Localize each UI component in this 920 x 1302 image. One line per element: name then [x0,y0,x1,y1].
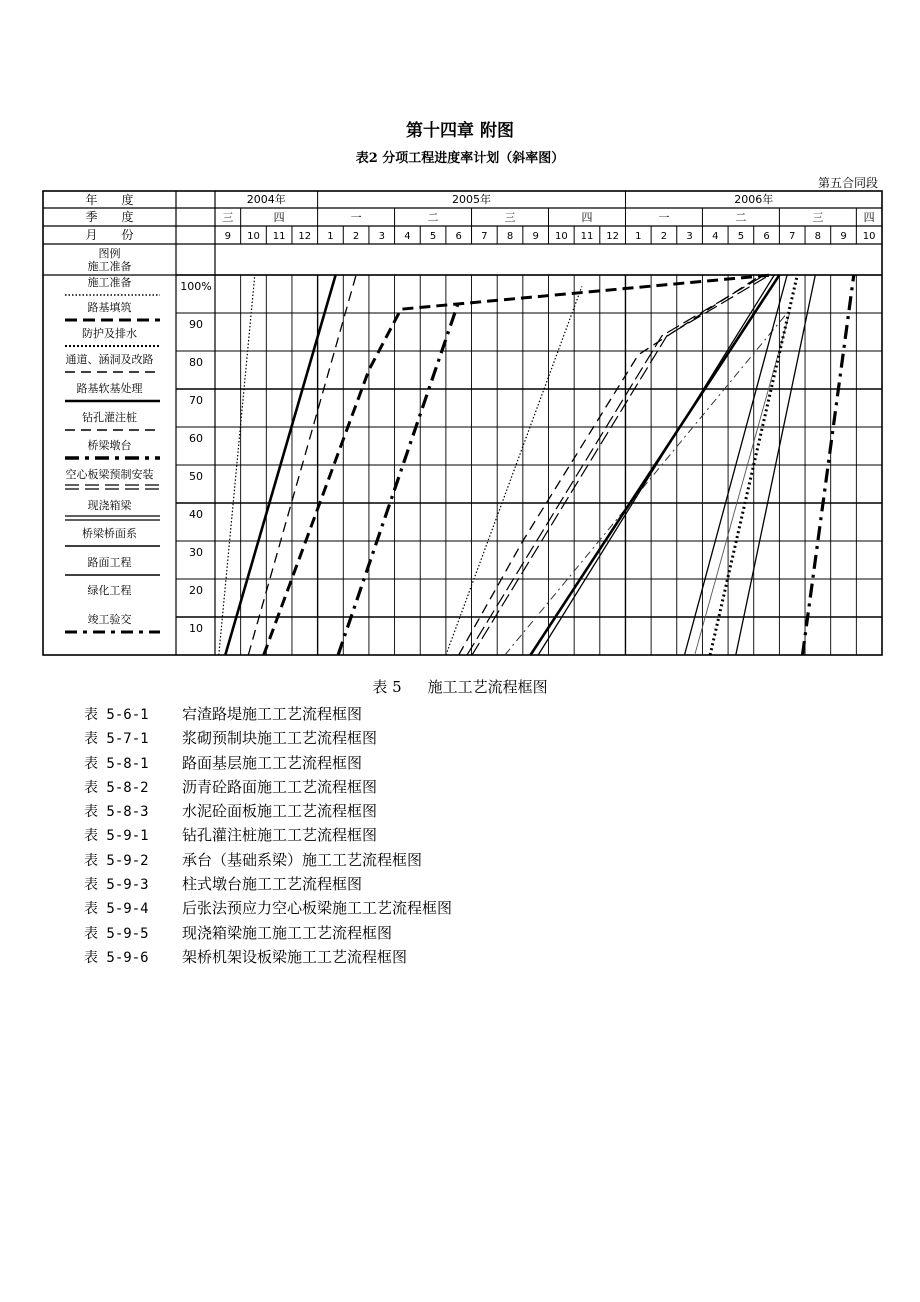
table-title: 路面基层施工工艺流程框图 [182,753,363,772]
legend-item-label: 竣工验交 [87,613,132,626]
table-code: 表 5-9-6 [84,949,149,966]
list-item [84,726,452,750]
figure-caption [0,676,920,697]
y-tick-label: 30 [189,546,203,559]
y-tick-label: 50 [189,470,203,483]
table-title: 现浇箱梁施工施工工艺流程框图 [182,923,393,942]
month-label: 11 [580,231,594,242]
legend-item-label: 绿化工程 [87,584,132,597]
legend-title: 图例 [98,247,121,260]
y-tick-label: 80 [189,356,203,369]
legend-item-label: 路面工程 [87,556,132,569]
table-title: 宕渣路堤施工工艺流程框图 [182,705,363,723]
table-title: 承台（基础系梁）施工工艺流程框图 [182,850,423,869]
table-code: 表 5-6-1 [84,707,149,723]
caption-number: 表 5 [372,678,402,696]
table-title: 后张法预应力空心板梁施工工艺流程框图 [182,899,453,918]
month-label: 6 [455,231,462,242]
legend-item-label: 现浇箱梁 [87,499,132,512]
quarter-label: 四 [863,211,875,224]
legend-item-label: 空心板梁预制安装 [65,468,154,481]
list-item [84,751,452,775]
month-label: 5 [429,231,437,242]
quarter-label: 三 [504,211,516,224]
y-tick-label: 40 [189,508,203,521]
legend-item-label: 路基填筑 [87,301,132,314]
list-item [84,945,452,969]
month-label: 6 [763,231,770,242]
table-code: 表 5-9-4 [84,901,149,918]
quarter-label: 三 [812,211,824,224]
table-title: 水泥砼面板施工工艺流程框图 [182,802,378,821]
list-item [84,799,452,823]
table-code: 表 5-8-1 [84,755,149,772]
y-tick-label: 100% [180,280,212,293]
table-title: 架桥机架设板梁施工工艺流程框图 [182,947,408,966]
list-item [84,872,452,896]
header-month-label: 月 份 [85,228,134,242]
legend-item-label: 施工准备 [87,276,132,289]
year-label: 2006年 [734,193,774,206]
quarter-label: 二 [427,211,439,224]
table-code: 表 5-8-2 [84,779,149,796]
legend-item-label: 防护及排水 [82,327,137,340]
list-item [84,775,452,799]
month-label: 10 [862,231,876,242]
list-item [84,848,452,872]
legend-item-label: 施工准备 [87,260,132,273]
month-label: 4 [712,231,719,242]
list-item [84,896,452,920]
table-title: 柱式墩台施工工艺流程框图 [182,875,363,894]
month-label: 8 [814,231,822,242]
month-label: 9 [532,231,539,242]
series-line [505,313,787,655]
legend-item-label: 通道、涵洞及改路 [65,353,154,366]
series-line [695,313,790,655]
month-label: 1 [327,231,334,242]
quarter-label: 四 [273,211,285,224]
month-label: 10 [247,231,260,242]
legend-item-label: 路基软基处理 [76,382,143,395]
list-item [84,921,452,945]
month-label: 12 [606,231,620,242]
chart-title: 表2 分项工程进度率计划（斜率图） [355,151,565,166]
legend-item-label: 钻孔灌注桩 [82,411,137,424]
y-tick-label: 20 [189,584,203,597]
legend-item-label: 桥梁墩台 [87,439,132,452]
chapter-title: 第十四章 附图 [406,121,514,141]
series-line [446,286,582,655]
y-tick-label: 90 [189,318,203,331]
chart-frame [43,191,882,655]
header-year-label: 年 度 [85,193,134,207]
month-label: 3 [686,231,693,242]
month-label: 10 [554,231,568,242]
quarter-label: 二 [735,211,747,224]
month-label: 9 [840,231,847,242]
header-quarter-label: 季 度 [85,210,134,224]
table-title: 浆砌预制块施工工艺流程框图 [182,729,378,748]
y-tick-label: 70 [189,394,203,407]
year-label: 2005年 [452,193,492,206]
table-title: 沥青砼路面施工工艺流程框图 [182,777,378,796]
month-label: 7 [481,231,488,242]
month-label: 2 [660,231,668,242]
table-code: 表 5-9-2 [84,852,149,869]
month-label: 7 [789,231,796,242]
table-title: 钻孔灌注桩施工工艺流程框图 [182,826,378,845]
month-label: 8 [506,231,514,242]
legend-item-label: 桥梁桥面系 [82,527,137,540]
month-label: 11 [272,231,286,242]
caption-title: 施工工艺流程框图 [427,678,548,696]
table-list [84,702,452,969]
month-label: 1 [635,231,642,242]
month-label: 12 [298,231,312,242]
month-label: 3 [378,231,385,242]
y-tick-label: 60 [189,432,203,445]
list-item [84,702,452,726]
month-label: 5 [737,231,745,242]
quarter-label: 一 [350,211,362,224]
series-line [338,302,459,655]
quarter-label: 四 [581,211,593,224]
table-code: 表 5-9-1 [84,828,149,845]
table-code: 表 5-7-1 [84,731,149,748]
year-label: 2004年 [246,193,286,206]
quarter-label: 三 [222,211,234,224]
y-tick-label: 10 [189,622,203,635]
month-label: 9 [224,231,232,242]
table-code: 表 5-9-3 [84,877,149,894]
quarter-label: 一 [658,211,670,224]
table-code: 表 5-9-5 [84,925,149,942]
month-label: 4 [404,231,411,242]
list-item [84,823,452,847]
month-label: 2 [352,231,360,242]
section-label: 第五合同段 [817,176,878,190]
table-code: 表 5-8-3 [84,804,149,821]
